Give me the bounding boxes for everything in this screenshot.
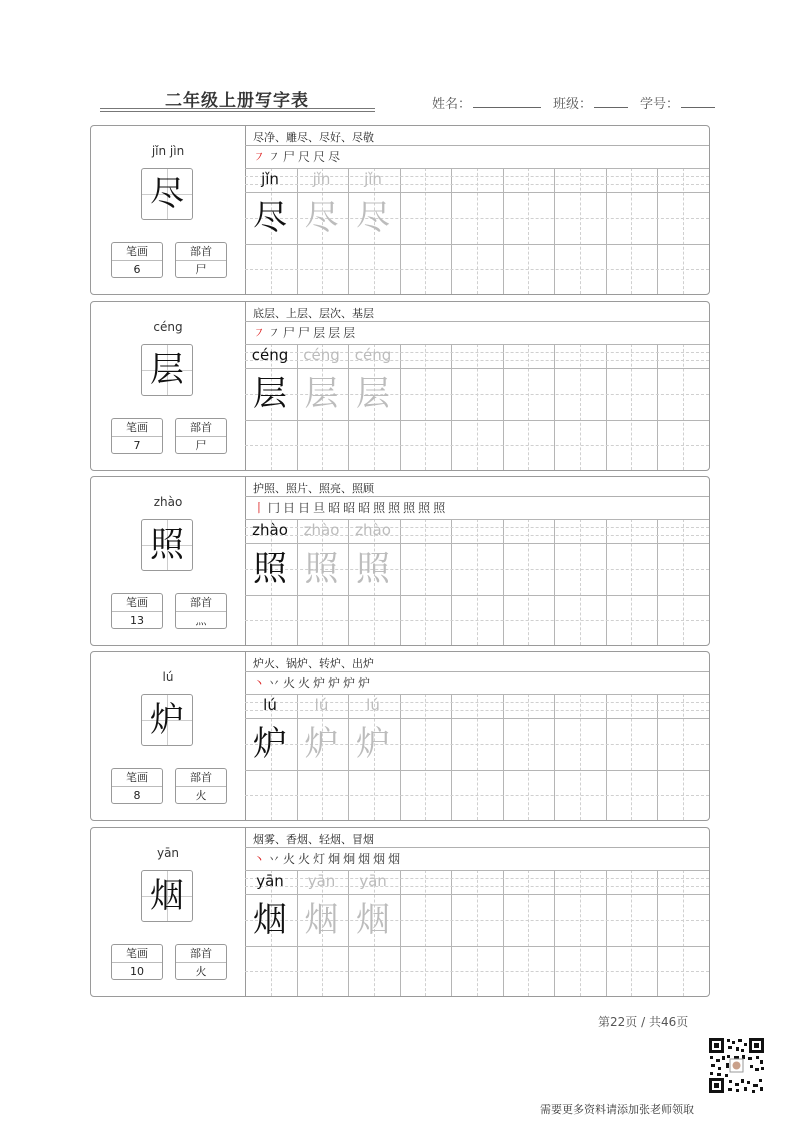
stroke-step: ㇇ bbox=[253, 149, 266, 164]
grid-line bbox=[245, 694, 709, 695]
grid-guide bbox=[425, 168, 426, 294]
grid-guide bbox=[528, 519, 529, 645]
stroke-count-value: 13 bbox=[130, 614, 144, 627]
radical-box bbox=[175, 242, 227, 278]
grid-line bbox=[400, 168, 401, 294]
stroke-order bbox=[253, 148, 340, 164]
practice-character: 炉 bbox=[304, 724, 339, 764]
grid-line bbox=[245, 870, 709, 871]
stroke-order bbox=[253, 499, 445, 515]
title-rule bbox=[100, 108, 375, 109]
grid-line bbox=[657, 694, 658, 820]
grid-guide bbox=[631, 344, 632, 470]
grid-guide bbox=[425, 344, 426, 470]
student-number-field[interactable]: 学号： bbox=[640, 93, 715, 112]
stroke-order bbox=[253, 850, 400, 866]
grid-line bbox=[451, 694, 452, 820]
practice-character: 烟 bbox=[304, 900, 339, 940]
practice-pinyin: lú bbox=[366, 696, 380, 714]
grid-guide bbox=[683, 870, 684, 996]
grid-line bbox=[245, 368, 709, 369]
example-words: 尽净、雕尽、尽好、尽敬 bbox=[253, 131, 374, 144]
radical-value: 火 bbox=[195, 789, 207, 802]
character-pinyin: céng bbox=[153, 320, 183, 334]
practice-pinyin: zhào bbox=[252, 521, 288, 539]
stroke-step: 层 bbox=[343, 325, 356, 340]
grid-line bbox=[451, 344, 452, 470]
practice-pinyin: jǐn bbox=[261, 170, 279, 188]
stroke-step: 炉 bbox=[343, 675, 356, 690]
radical-box bbox=[175, 944, 227, 980]
character-box bbox=[141, 344, 193, 396]
grid-line bbox=[451, 519, 452, 645]
stroke-step: 烟 bbox=[358, 851, 371, 866]
practice-character: 烟 bbox=[356, 900, 390, 940]
practice-pinyin: lú bbox=[314, 696, 329, 714]
grid-line bbox=[245, 519, 709, 520]
character-pinyin: jǐn jìn bbox=[151, 144, 185, 158]
character-info bbox=[91, 126, 246, 294]
grid-guide bbox=[631, 519, 632, 645]
grid-guide bbox=[528, 344, 529, 470]
stroke-count-box bbox=[111, 242, 163, 278]
practice-character: 尽 bbox=[356, 198, 390, 238]
stroke-step: 炉 bbox=[313, 675, 326, 690]
character-box bbox=[141, 870, 193, 922]
practice-pinyin: céng bbox=[354, 346, 392, 364]
grid-line bbox=[245, 543, 709, 544]
character-box bbox=[141, 694, 193, 746]
practice-character: 照 bbox=[304, 549, 339, 589]
stroke-step: 烟 bbox=[388, 851, 401, 866]
grid-guide bbox=[477, 168, 478, 294]
practice-character: 层 bbox=[253, 374, 287, 414]
character-info bbox=[91, 828, 246, 996]
grid-guide bbox=[631, 168, 632, 294]
example-words: 护照、照片、照亮、照顾 bbox=[253, 482, 374, 495]
row-divider bbox=[245, 847, 709, 848]
grid-line bbox=[554, 694, 555, 820]
grid-line bbox=[503, 519, 504, 645]
stroke-step: 尽 bbox=[328, 149, 341, 164]
grid-line bbox=[657, 344, 658, 470]
practice-area bbox=[245, 652, 709, 820]
grid-guide bbox=[683, 519, 684, 645]
grid-line bbox=[606, 694, 607, 820]
radical-value: 灬 bbox=[195, 614, 207, 627]
stroke-step: 尸 bbox=[298, 325, 311, 340]
grid-line bbox=[245, 946, 709, 947]
stroke-step: 照 bbox=[373, 500, 386, 515]
radical-label: 部首 bbox=[176, 419, 226, 437]
row-divider bbox=[245, 145, 709, 146]
grid-line bbox=[400, 519, 401, 645]
main-character: 炉 bbox=[150, 700, 184, 740]
page-header bbox=[0, 0, 800, 125]
stroke-step: 丶 bbox=[253, 851, 266, 866]
stroke-count-box bbox=[111, 418, 163, 454]
radical-label: 部首 bbox=[176, 594, 226, 612]
grid-line bbox=[451, 168, 452, 294]
stroke-step: 炉 bbox=[358, 675, 371, 690]
stroke-step: 灯 bbox=[313, 851, 326, 866]
character-box bbox=[141, 168, 193, 220]
stroke-step: 旦 bbox=[313, 500, 326, 515]
stroke-step: 层 bbox=[313, 325, 326, 340]
stroke-step: ㇇ bbox=[253, 325, 266, 340]
stroke-step: 丷 bbox=[268, 851, 281, 866]
stroke-step: 丷 bbox=[268, 675, 281, 690]
character-card bbox=[90, 301, 710, 471]
grid-guide bbox=[245, 795, 709, 796]
grid-line bbox=[400, 344, 401, 470]
stroke-step: 火 bbox=[298, 675, 311, 690]
stroke-step: 冂 bbox=[268, 500, 281, 515]
stroke-step: 火 bbox=[298, 851, 311, 866]
grid-line bbox=[554, 344, 555, 470]
practice-character: 层 bbox=[304, 374, 339, 414]
grid-guide bbox=[245, 445, 709, 446]
grid-guide bbox=[631, 694, 632, 820]
radical-value: 尸 bbox=[195, 263, 207, 276]
grid-guide bbox=[631, 870, 632, 996]
grid-line bbox=[606, 168, 607, 294]
row-divider bbox=[245, 671, 709, 672]
stroke-step: 炉 bbox=[328, 675, 341, 690]
stroke-step: 尸 bbox=[283, 325, 296, 340]
grid-line bbox=[451, 870, 452, 996]
practice-pinyin: jǐn bbox=[312, 170, 331, 188]
stroke-step: 昭 bbox=[358, 500, 371, 515]
stroke-step: 尺 bbox=[298, 149, 311, 164]
stroke-step: 炯 bbox=[343, 851, 356, 866]
practice-pinyin: lú bbox=[263, 696, 277, 714]
grid-guide bbox=[477, 870, 478, 996]
grid-line bbox=[554, 168, 555, 294]
stroke-step: 丶 bbox=[253, 675, 266, 690]
stroke-step: 烟 bbox=[373, 851, 386, 866]
stroke-count-label: 笔画 bbox=[112, 945, 162, 963]
grid-line bbox=[657, 870, 658, 996]
practice-character: 照 bbox=[356, 549, 390, 589]
practice-character: 炉 bbox=[356, 724, 390, 764]
grid-line bbox=[245, 770, 709, 771]
radical-value: 尸 bbox=[195, 439, 207, 452]
grid-guide bbox=[580, 870, 581, 996]
grid-line bbox=[400, 870, 401, 996]
stroke-count-label: 笔画 bbox=[112, 769, 162, 787]
character-card bbox=[90, 476, 710, 646]
row-divider bbox=[245, 496, 709, 497]
grid-line bbox=[503, 344, 504, 470]
stroke-step: 日 bbox=[283, 500, 296, 515]
character-pinyin: zhào bbox=[153, 495, 183, 509]
grid-guide bbox=[528, 694, 529, 820]
grid-guide bbox=[580, 519, 581, 645]
grid-guide bbox=[683, 694, 684, 820]
radical-box bbox=[175, 593, 227, 629]
practice-area bbox=[245, 302, 709, 470]
radical-box bbox=[175, 418, 227, 454]
grid-line bbox=[554, 870, 555, 996]
stroke-count-value: 7 bbox=[133, 439, 141, 452]
stroke-step: 尺 bbox=[313, 149, 326, 164]
title-rule bbox=[100, 111, 375, 112]
radical-label: 部首 bbox=[176, 243, 226, 261]
grid-guide bbox=[425, 870, 426, 996]
page-title: 二年级上册写字表 bbox=[165, 91, 309, 111]
character-card bbox=[90, 827, 710, 997]
practice-area bbox=[245, 477, 709, 645]
grid-guide bbox=[580, 694, 581, 820]
grid-guide bbox=[477, 344, 478, 470]
grid-line bbox=[657, 168, 658, 294]
grid-line bbox=[503, 694, 504, 820]
practice-pinyin: yān bbox=[256, 872, 284, 890]
radical-box bbox=[175, 768, 227, 804]
grid-line bbox=[245, 718, 709, 719]
radical-value: 火 bbox=[195, 965, 207, 978]
qr-code-icon bbox=[708, 1037, 765, 1094]
stroke-count-label: 笔画 bbox=[112, 594, 162, 612]
class-field[interactable]: 班级： bbox=[553, 93, 628, 112]
character-pinyin: lú bbox=[162, 670, 174, 684]
example-words: 炉火、锅炉、转炉、出炉 bbox=[253, 657, 374, 670]
grid-guide bbox=[245, 971, 709, 972]
practice-pinyin: céng bbox=[303, 346, 340, 364]
grid-line bbox=[606, 519, 607, 645]
practice-pinyin: zhào bbox=[355, 521, 391, 539]
character-card bbox=[90, 125, 710, 295]
stroke-count-box bbox=[111, 768, 163, 804]
grid-line bbox=[245, 168, 709, 169]
main-character: 尽 bbox=[150, 174, 184, 214]
example-words: 底层、上层、层次、基层 bbox=[253, 307, 374, 320]
grid-line bbox=[503, 870, 504, 996]
stroke-step: 昭 bbox=[343, 500, 356, 515]
grid-line bbox=[245, 894, 709, 895]
practice-pinyin: yān bbox=[359, 872, 387, 890]
grid-guide bbox=[683, 344, 684, 470]
student-fields bbox=[432, 93, 715, 112]
grid-line bbox=[554, 519, 555, 645]
character-card bbox=[90, 651, 710, 821]
row-divider bbox=[245, 321, 709, 322]
stroke-order bbox=[253, 674, 370, 690]
practice-character: 层 bbox=[356, 374, 390, 414]
practice-pinyin: yān bbox=[307, 872, 336, 890]
grid-guide bbox=[477, 519, 478, 645]
stroke-count-value: 6 bbox=[133, 263, 141, 276]
practice-area bbox=[245, 828, 709, 996]
practice-area bbox=[245, 126, 709, 294]
grid-guide bbox=[580, 168, 581, 294]
page-number: 第22页 / 共46页 bbox=[598, 1015, 689, 1029]
practice-pinyin: zhào bbox=[303, 521, 340, 539]
stroke-order bbox=[253, 324, 355, 340]
practice-character: 尽 bbox=[304, 198, 339, 238]
grid-guide bbox=[425, 519, 426, 645]
example-words: 烟雾、香烟、轻烟、冒烟 bbox=[253, 833, 374, 846]
grid-line bbox=[245, 344, 709, 345]
stroke-count-value: 10 bbox=[130, 965, 144, 978]
grid-line bbox=[245, 244, 709, 245]
character-info bbox=[91, 302, 246, 470]
grid-line bbox=[400, 694, 401, 820]
character-info bbox=[91, 477, 246, 645]
stroke-step: 火 bbox=[283, 851, 296, 866]
stroke-count-box bbox=[111, 593, 163, 629]
practice-character: 烟 bbox=[253, 900, 287, 940]
footer-note: 需要更多资料请添加张老师领取 bbox=[540, 1103, 694, 1116]
stroke-step: 丨 bbox=[253, 500, 266, 515]
stroke-count-label: 笔画 bbox=[112, 419, 162, 437]
stroke-step: 照 bbox=[388, 500, 401, 515]
grid-guide bbox=[245, 620, 709, 621]
character-pinyin: yān bbox=[156, 846, 180, 860]
main-character: 照 bbox=[150, 525, 184, 565]
character-info bbox=[91, 652, 246, 820]
stroke-step: 照 bbox=[403, 500, 416, 515]
grid-line bbox=[245, 420, 709, 421]
stroke-step: 尸 bbox=[283, 149, 296, 164]
grid-line bbox=[245, 192, 709, 193]
stroke-step: ㇇ bbox=[268, 325, 281, 340]
practice-pinyin: céng bbox=[251, 346, 289, 364]
stroke-step: 照 bbox=[433, 500, 446, 515]
grid-guide bbox=[528, 870, 529, 996]
main-character: 层 bbox=[150, 350, 184, 390]
radical-label: 部首 bbox=[176, 945, 226, 963]
grid-guide bbox=[580, 344, 581, 470]
grid-line bbox=[245, 595, 709, 596]
stroke-step: 日 bbox=[298, 500, 311, 515]
radical-label: 部首 bbox=[176, 769, 226, 787]
stroke-step: 层 bbox=[328, 325, 341, 340]
stroke-count-value: 8 bbox=[133, 789, 141, 802]
practice-pinyin: jǐn bbox=[364, 170, 382, 188]
grid-guide bbox=[245, 269, 709, 270]
practice-character: 照 bbox=[253, 549, 287, 589]
practice-character: 炉 bbox=[253, 724, 287, 764]
grid-line bbox=[606, 870, 607, 996]
grid-guide bbox=[528, 168, 529, 294]
name-field[interactable]: 姓名： bbox=[432, 93, 541, 112]
stroke-count-box bbox=[111, 944, 163, 980]
main-character: 烟 bbox=[150, 876, 184, 916]
practice-character: 尽 bbox=[253, 198, 287, 238]
stroke-step: 炯 bbox=[328, 851, 341, 866]
grid-guide bbox=[477, 694, 478, 820]
stroke-step: 火 bbox=[283, 675, 296, 690]
grid-line bbox=[606, 344, 607, 470]
stroke-count-label: 笔画 bbox=[112, 243, 162, 261]
stroke-step: 昭 bbox=[328, 500, 341, 515]
stroke-step: 照 bbox=[418, 500, 431, 515]
grid-line bbox=[657, 519, 658, 645]
character-box bbox=[141, 519, 193, 571]
grid-guide bbox=[683, 168, 684, 294]
grid-line bbox=[503, 168, 504, 294]
stroke-step: ㇇ bbox=[268, 149, 281, 164]
grid-guide bbox=[425, 694, 426, 820]
